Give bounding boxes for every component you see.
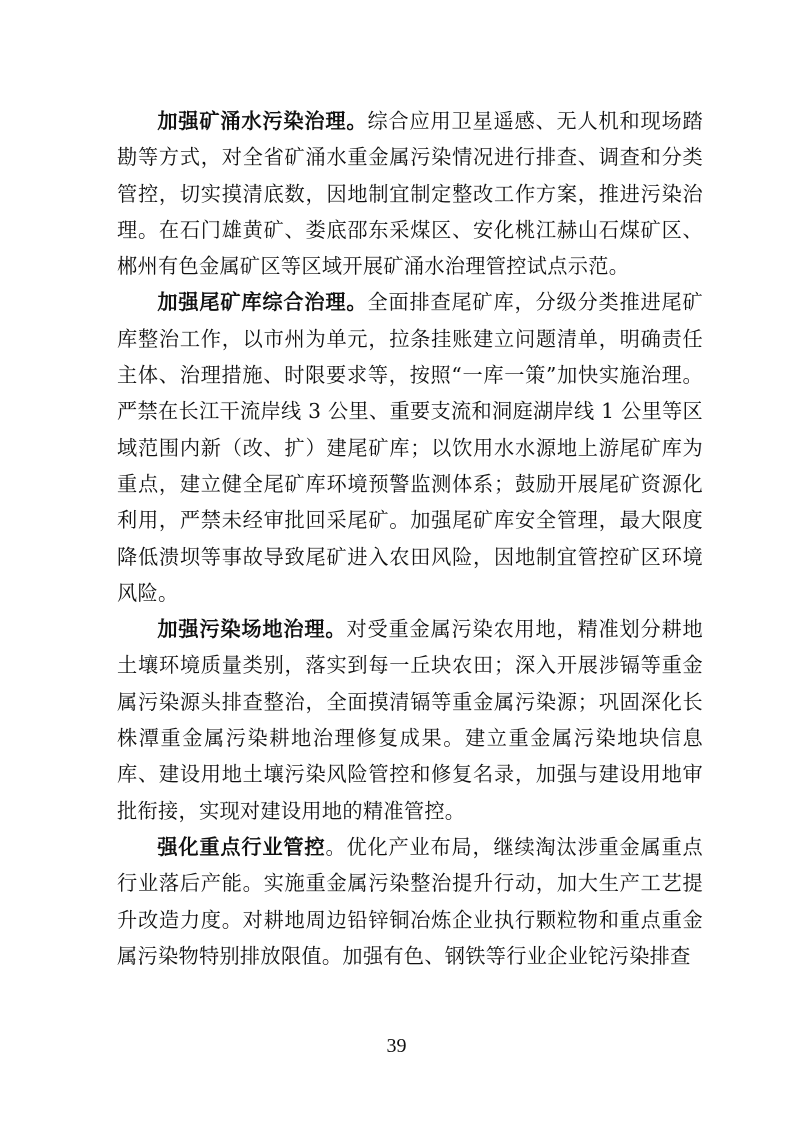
- paragraph-heading: 加强尾矿库综合治理。: [157, 290, 368, 315]
- paragraph-heading: 加强污染场地治理。: [157, 617, 347, 642]
- paragraph-heading: 强化重点行业管控: [157, 834, 326, 859]
- paragraph-contaminated-sites: [117, 611, 703, 829]
- paragraph-heading: 加强矿涌水污染治理。: [157, 109, 368, 133]
- paragraph-tailings: [117, 284, 703, 611]
- paragraph-text: 对受重金属污染农用地，精准划分耕地土壤环境质量类别，落实到每一丘块农田；深入开展涉镉等重金属污染源头排查整治，全面摸清镉等重金属污染源；巩固深化长株潭重金属污染耕地治理修复成果。建立重金属污染地块信息库、建设用地土壤污染风险管控和修复名录，加强与建设用地审批衔接，实现对建设用地的精准管控。: [117, 617, 703, 823]
- paragraph-mine-water: [117, 103, 703, 284]
- paragraph-key-industries: [117, 829, 703, 974]
- paragraph-text: 全面排查尾矿库，分级分类推进尾矿库整治工作，以市州为单元，拉条挂账建立问题清单，明确责任主体、治理措施、时限要求等，按照“一库一策”加快实施治理。严禁在长江干流岸线 3 公里、重要支流和洞庭湖岸线 1 公里等区域范围内新（改、扩）建尾矿库；以饮用水水源地上游尾矿库为重点，建立健全尾矿库环境预警监测体系；鼓励开展尾矿资源化利用，严禁未经审批回采尾矿。加强尾矿库安全管理，最大限度降低溃坝等事故导致尾矿进入农田风险，因地制宜管控矿区环境风险。: [117, 290, 703, 605]
- document-body: [117, 103, 703, 974]
- paragraph-text: 综合应用卫星遥感、无人机和现场踏勘等方式，对全省矿涌水重金属污染情况进行排查、调查和分类管控，切实摸清底数，因地制宜制定整改工作方案，推进污染治理。在石门雄黄矿、娄底邵东采煤区、安化桃江赫山石煤矿区、郴州有色金属矿区等区域开展矿涌水治理管控试点示范。: [117, 109, 703, 279]
- paragraph-text: 。优化产业布局，继续淘汰涉重金属重点行业落后产能。实施重金属污染整治提升行动，加大生产工艺提升改造力度。对耕地周边铅锌铜冶炼企业执行颗粒物和重点重金属污染物特别排放限值。加强有色、钢铁等行业企业铊污染排查: [117, 834, 704, 968]
- page-number: 39: [386, 1035, 407, 1057]
